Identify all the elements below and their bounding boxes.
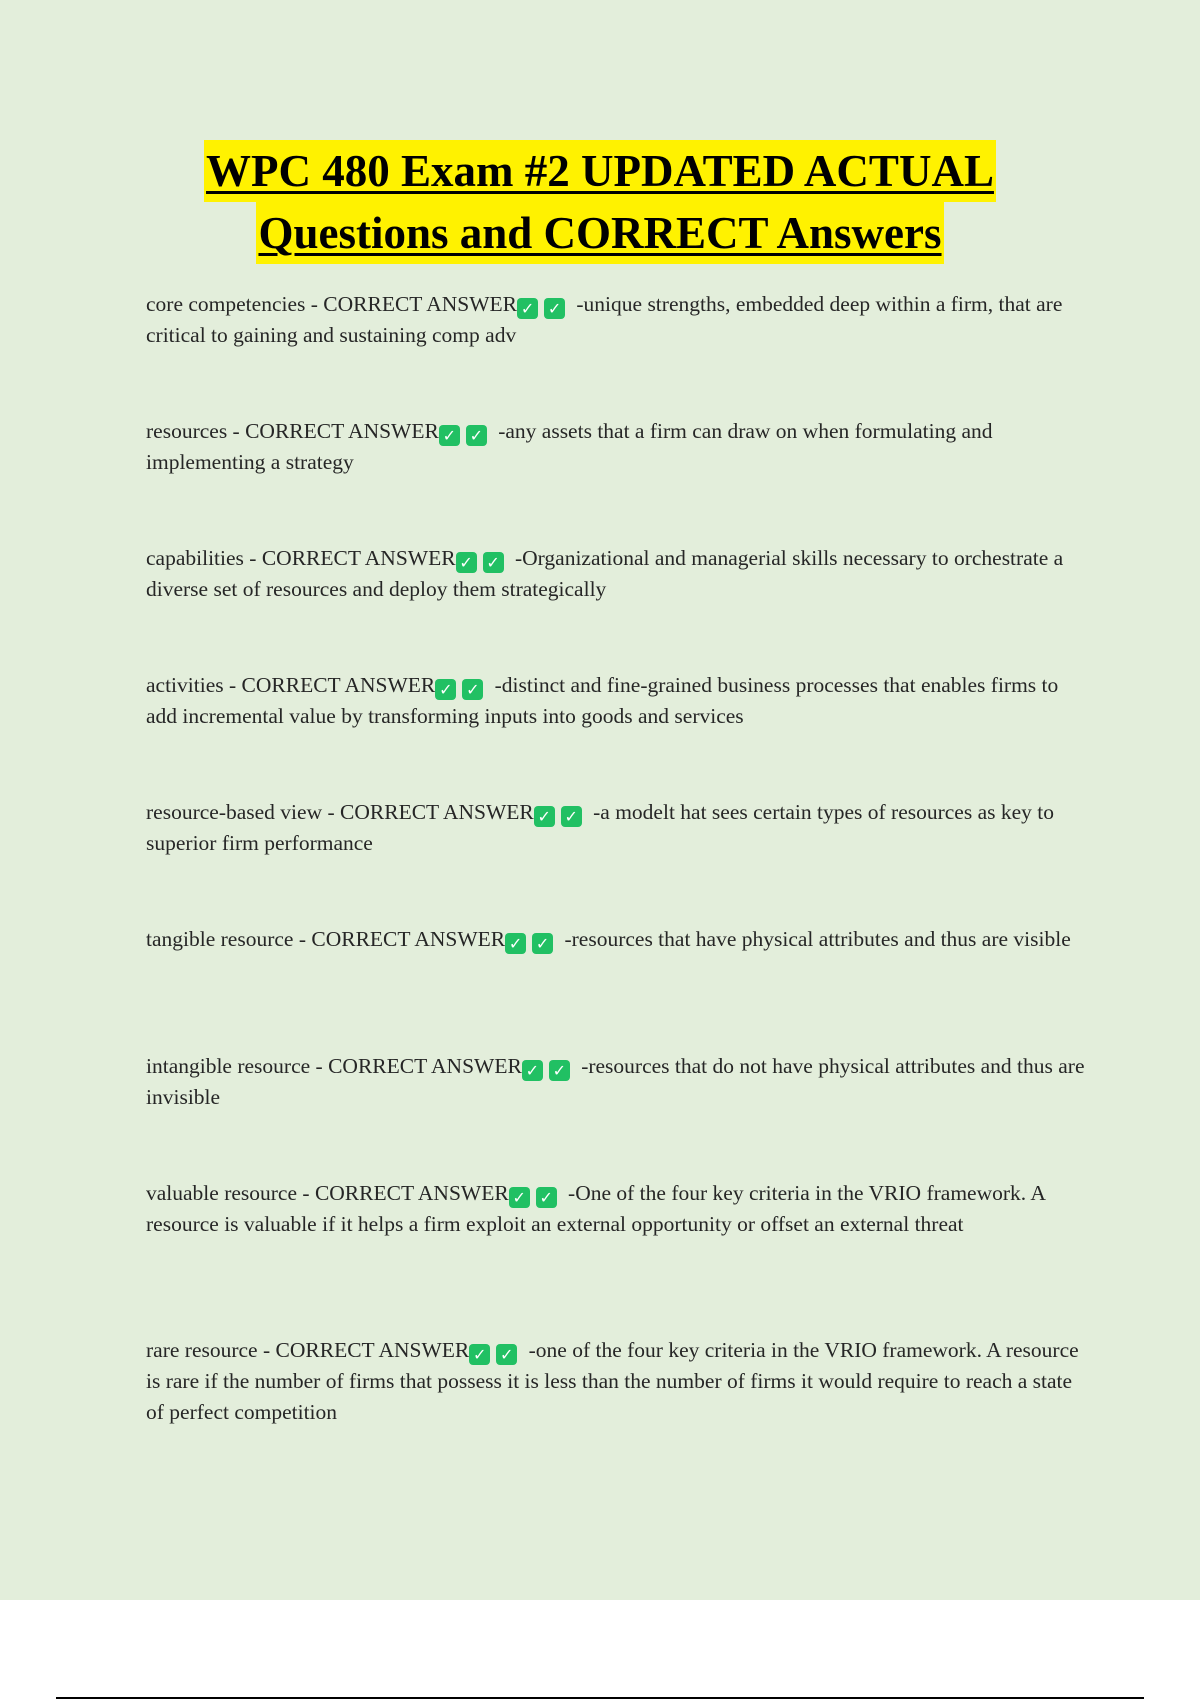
entry-definition: -one of the four key criteria in the VRIO framework. A resource is rare if the number of firms that possess it is less than the number of firms it would require to reach a state of perfect competition (146, 1338, 1079, 1424)
qa-entry-tangible-resource (146, 924, 1091, 1051)
check-mark-button-icon: ✓ (544, 298, 565, 319)
qa-entry-core-competencies (146, 289, 1091, 416)
entry-term: resources - (146, 419, 246, 443)
entry-definition: -One of the four key criteria in the VRIO framework. A resource is valuable if it helps a firm exploit an external opportunity or offset an external threat (146, 1181, 1045, 1236)
check-mark-button-icon: ✓ (522, 1060, 543, 1081)
qa-entry-activities (146, 670, 1091, 797)
answer-marker: CORRECT ANSWER (323, 292, 518, 316)
check-mark-button-icon: ✓ (509, 1187, 530, 1208)
answer-marker: CORRECT ANSWER (314, 1181, 509, 1205)
qa-entry-rare-resource (146, 1335, 1091, 1492)
title-line-1: WPC 480 Exam #2 UPDATED ACTUAL (204, 140, 996, 202)
check-mark-button-icon: ✓ (536, 1187, 557, 1208)
check-mark-button-icon: ✓ (469, 1344, 490, 1365)
qa-entry-capabilities (146, 543, 1091, 670)
entry-term: valuable resource - (146, 1181, 315, 1205)
entry-definition: -unique strengths, embedded deep within a firm, that are critical to gaining and sustaining comp adv (146, 292, 1063, 347)
answer-marker: CORRECT ANSWER (245, 419, 439, 443)
page-divider (56, 1697, 1144, 1699)
check-mark-button-icon: ✓ (534, 806, 555, 827)
entry-term: rare resource - (146, 1338, 276, 1362)
answer-marker: CORRECT ANSWER (311, 927, 506, 951)
answer-marker: CORRECT ANSWER (328, 1054, 522, 1078)
answer-marker: CORRECT ANSWER (340, 800, 534, 824)
check-mark-button-icon: ✓ (549, 1060, 570, 1081)
qa-entry-resource-based-view (146, 797, 1091, 924)
entry-term: core competencies - (146, 292, 324, 316)
qa-entry-resources (146, 416, 1091, 543)
answer-marker: CORRECT ANSWER (261, 546, 456, 570)
page-title (0, 140, 1200, 264)
entry-definition: -a modelt hat sees certain types of resources as key to superior firm performance (146, 800, 1055, 855)
check-mark-button-icon: ✓ (439, 425, 460, 446)
qa-entry-valuable-resource (146, 1178, 1091, 1335)
entry-term: tangible resource - (146, 927, 312, 951)
check-mark-button-icon: ✓ (462, 679, 483, 700)
entry-definition: -resources that do not have physical attributes and thus are invisible (146, 1054, 1085, 1109)
check-mark-button-icon: ✓ (456, 552, 477, 573)
check-mark-button-icon: ✓ (517, 298, 538, 319)
check-mark-button-icon: ✓ (435, 679, 456, 700)
check-mark-button-icon: ✓ (505, 933, 526, 954)
entry-term: resource-based view - (146, 800, 341, 824)
qa-list (146, 289, 1091, 1492)
check-mark-button-icon: ✓ (561, 806, 582, 827)
entry-term: intangible resource - (146, 1054, 329, 1078)
entry-definition: -resources that have physical attributes and thus are visible (559, 927, 1071, 951)
entry-definition: -any assets that a firm can draw on when formulating and implementing a strategy (146, 419, 993, 474)
title-line-2: Questions and CORRECT Answers (256, 202, 943, 264)
answer-marker: CORRECT ANSWER (275, 1338, 470, 1362)
entry-definition: -Organizational and managerial skills necessary to orchestrate a diverse set of resources and deploy them strategically (146, 546, 1064, 601)
entry-definition: -distinct and fine-grained business processes that enables firms to add incremental value by transforming inputs into goods and services (146, 673, 1059, 728)
answer-marker: CORRECT ANSWER (241, 673, 436, 697)
qa-entry-intangible-resource (146, 1051, 1091, 1178)
check-mark-button-icon: ✓ (496, 1344, 517, 1365)
check-mark-button-icon: ✓ (532, 933, 553, 954)
check-mark-button-icon: ✓ (466, 425, 487, 446)
check-mark-button-icon: ✓ (483, 552, 504, 573)
entry-term: activities - (146, 673, 242, 697)
entry-term: capabilities - (146, 546, 262, 570)
